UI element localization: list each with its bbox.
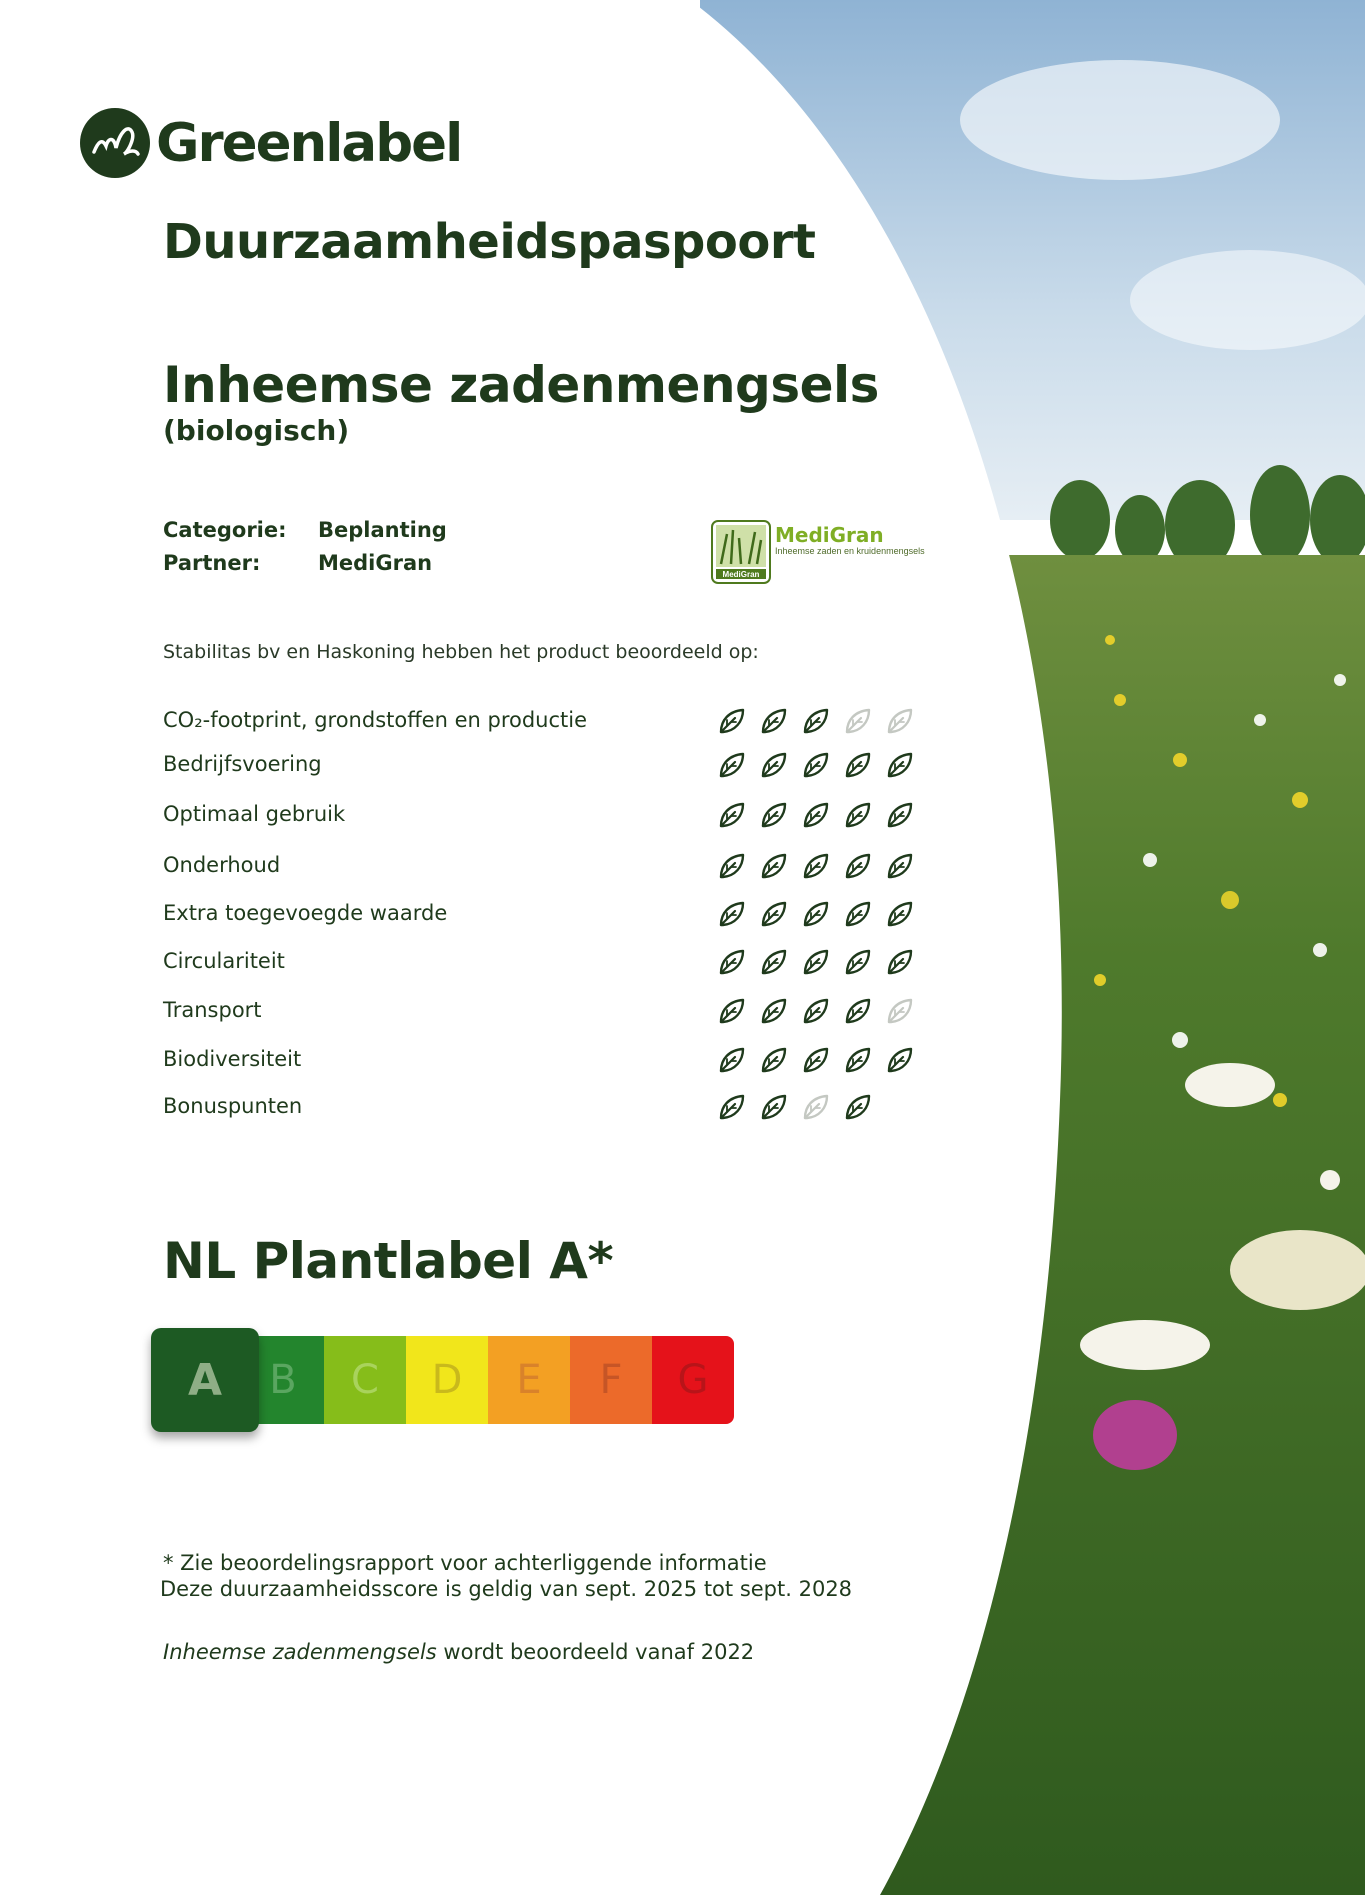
leaf-filled-icon [717, 1045, 747, 1075]
leaf-filled-icon [885, 851, 915, 881]
leaf-filled-icon [801, 1045, 831, 1075]
category-label: Categorie: [163, 518, 287, 542]
greenlabel-logo [80, 108, 461, 178]
leaf-empty-icon [885, 996, 915, 1026]
leaf-filled-icon [801, 947, 831, 977]
leaf-filled-icon [885, 947, 915, 977]
assessment-since-product: Inheemse zadenmengsels [163, 1640, 437, 1664]
medigran-logo [711, 520, 925, 584]
leaf-filled-icon [759, 706, 789, 736]
leaf-filled-icon [717, 996, 747, 1026]
grade-b: B [242, 1336, 324, 1424]
criterion-label: Transport [163, 998, 262, 1022]
leaf-filled-icon [717, 899, 747, 929]
leaf-filled-icon [843, 1092, 873, 1122]
partner-label: Partner: [163, 551, 261, 575]
leaf-filled-icon [843, 800, 873, 830]
leaf-filled-icon [759, 1045, 789, 1075]
leaf-filled-icon [801, 899, 831, 929]
leaf-filled-icon [759, 996, 789, 1026]
criterion-label: Onderhoud [163, 853, 281, 877]
leaf-filled-icon [759, 800, 789, 830]
category-value: Beplanting [318, 518, 447, 542]
grade-active-a: A [151, 1328, 259, 1432]
grade-g: G [652, 1336, 734, 1424]
product-title: Inheemse zadenmengsels [163, 356, 879, 414]
assessment-since-note [163, 1640, 754, 1664]
leaf-filled-icon [801, 706, 831, 736]
criterion-label: CO₂-footprint, grondstoffen en productie [163, 708, 588, 732]
partner-value: MediGran [318, 551, 433, 575]
grade-c: C [324, 1336, 406, 1424]
leaf-filled-icon [843, 947, 873, 977]
product-subtitle: (biologisch) [163, 414, 350, 447]
leaf-empty-icon [843, 706, 873, 736]
criterion-label: Extra toegevoegde waarde [163, 901, 448, 925]
leaf-filled-icon [885, 750, 915, 780]
footnote-report: * Zie beoordelingsrapport voor achterliggende informatie [163, 1551, 767, 1575]
leaf-filled-icon [843, 1045, 873, 1075]
leaf-empty-icon [801, 1092, 831, 1122]
brand-name: Greenlabel [156, 112, 462, 174]
footnote-validity: Deze duurzaamheidsscore is geldig van sept. 2025 tot sept. 2028 [160, 1577, 853, 1601]
leaf-filled-icon [801, 996, 831, 1026]
assessment-intro: Stabilitas bv en Haskoning hebben het product beoordeeld op: [163, 641, 759, 663]
medigran-badge-icon [711, 520, 771, 584]
criterion-label: Circulariteit [163, 949, 285, 973]
leaf-filled-icon [717, 706, 747, 736]
criterion-label: Biodiversiteit [163, 1047, 302, 1071]
leaf-filled-icon [759, 750, 789, 780]
leaf-filled-icon [759, 899, 789, 929]
leaf-filled-icon [843, 996, 873, 1026]
leaf-filled-icon [885, 1045, 915, 1075]
leaf-filled-icon [801, 851, 831, 881]
leaf-filled-icon [759, 947, 789, 977]
leaf-filled-icon [759, 1092, 789, 1122]
grade-e: E [488, 1336, 570, 1424]
leaf-filled-icon [843, 851, 873, 881]
grade-d: D [406, 1336, 488, 1424]
leaf-filled-icon [843, 899, 873, 929]
assessment-since-text: wordt beoordeeld vanaf 2022 [436, 1640, 755, 1664]
leaf-filled-icon [717, 750, 747, 780]
leaf-filled-icon [717, 947, 747, 977]
criterion-label: Bedrijfsvoering [163, 752, 322, 776]
leaf-filled-icon [801, 800, 831, 830]
leaf-filled-icon [717, 851, 747, 881]
leaf-filled-icon [885, 800, 915, 830]
medigran-tagline: Inheemse zaden en kruidenmengsels [775, 546, 925, 556]
leaf-filled-icon [759, 851, 789, 881]
document-title: Duurzaamheidspaspoort [163, 214, 816, 270]
leaf-empty-icon [885, 706, 915, 736]
leaf-filled-icon [801, 750, 831, 780]
leaf-filled-icon [843, 750, 873, 780]
leaf-filled-icon [885, 899, 915, 929]
leaf-filled-icon [717, 800, 747, 830]
criterion-label: Bonuspunten [163, 1094, 303, 1118]
greenlabel-logo-icon [80, 108, 150, 178]
medigran-name: MediGran [775, 523, 884, 547]
medigran-badge-text: MediGran [722, 570, 760, 579]
criterion-label: Optimaal gebruik [163, 802, 346, 826]
leaf-filled-icon [717, 1092, 747, 1122]
plantlabel-title: NL Plantlabel A* [163, 1232, 614, 1290]
grade-f: F [570, 1336, 652, 1424]
